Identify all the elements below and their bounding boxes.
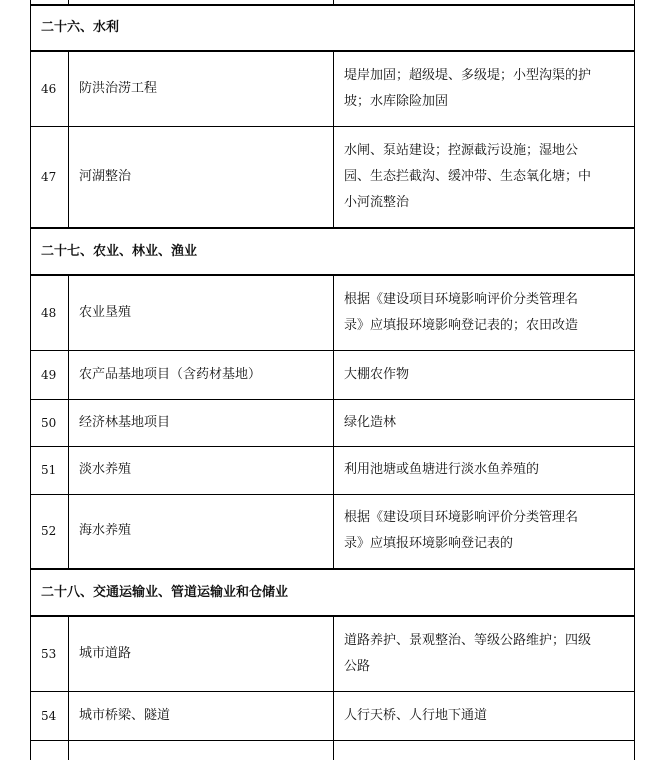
row-number: 54: [31, 691, 69, 740]
project-name: 城市道路: [69, 616, 334, 691]
section-header-row: [31, 5, 635, 51]
description-line: 绿化造林: [344, 414, 397, 430]
table-row: [31, 126, 635, 228]
row-number: 52: [31, 494, 69, 569]
project-description: [334, 446, 635, 494]
description-line: 小河流整治: [344, 194, 410, 210]
table-row: [31, 350, 635, 399]
row-number: 51: [31, 446, 69, 494]
project-classification-table: [30, 0, 635, 760]
description-line: 录》应填报环境影响登记表的；农田改造: [344, 317, 579, 333]
project-name: 经济林基地项目: [69, 399, 334, 446]
description-line: 堤岸加固；超级堤、多级堤；小型沟渠的护: [344, 67, 592, 83]
description-line: 利用池塘或鱼塘进行淡水鱼养殖的: [344, 462, 540, 477]
project-description: [334, 616, 635, 691]
section-header-row: [31, 228, 635, 275]
project-description: [334, 275, 635, 350]
table-row: [31, 446, 635, 494]
table-row: [31, 691, 635, 740]
project-name: 城市桥梁、隧道: [69, 691, 334, 740]
section-title: 二十七、农业、林业、渔业: [31, 228, 635, 275]
project-name: 防洪治涝工程: [69, 51, 334, 126]
project-name: 淡水养殖: [69, 446, 334, 494]
row-number: 49: [31, 350, 69, 399]
project-description: [334, 126, 635, 228]
project-description: [334, 399, 635, 446]
description-line: 公路: [344, 658, 371, 674]
description-line: 坡；水库除险加固: [344, 93, 449, 109]
description-line: 水闸、泵站建设；控源截污设施；湿地公: [344, 142, 579, 158]
row-number: 48: [31, 275, 69, 350]
table-row: [31, 494, 635, 569]
description-line: 人行天桥、人行地下通道: [344, 707, 488, 723]
table-row: [31, 275, 635, 350]
section-title: 二十八、交通运输业、管道运输业和仓储业: [31, 569, 635, 616]
row-number: 50: [31, 399, 69, 446]
description-line: 道路养护、景观整治、等级公路维护；四级: [344, 632, 592, 648]
table-row: [31, 616, 635, 691]
project-description: [334, 51, 635, 126]
table-row: [31, 51, 635, 126]
description-line: 录》应填报环境影响登记表的: [344, 536, 514, 552]
project-name: 农产品基地项目（含药材基地）: [69, 350, 334, 399]
project-description: [334, 691, 635, 740]
section-title: 二十六、水利: [31, 5, 635, 51]
project-description: [334, 494, 635, 569]
bottom-partial-row: [31, 740, 635, 760]
project-name: 海水养殖: [69, 494, 334, 569]
table-row: [31, 399, 635, 446]
section-header-row: [31, 569, 635, 616]
project-name: 农业垦殖: [69, 275, 334, 350]
project-description: [334, 350, 635, 399]
description-line: 根据《建设项目环境影响评价分类管理名: [344, 291, 579, 307]
row-number: 46: [31, 51, 69, 126]
row-number: 47: [31, 126, 69, 228]
description-line: 大棚农作物: [344, 366, 410, 382]
table-body: [31, 0, 635, 760]
row-number: 53: [31, 616, 69, 691]
description-line: 根据《建设项目环境影响评价分类管理名: [344, 510, 579, 526]
description-line: 园、生态拦截沟、缓冲带、生态氧化塘；中: [344, 168, 592, 184]
project-name: 河湖整治: [69, 126, 334, 228]
